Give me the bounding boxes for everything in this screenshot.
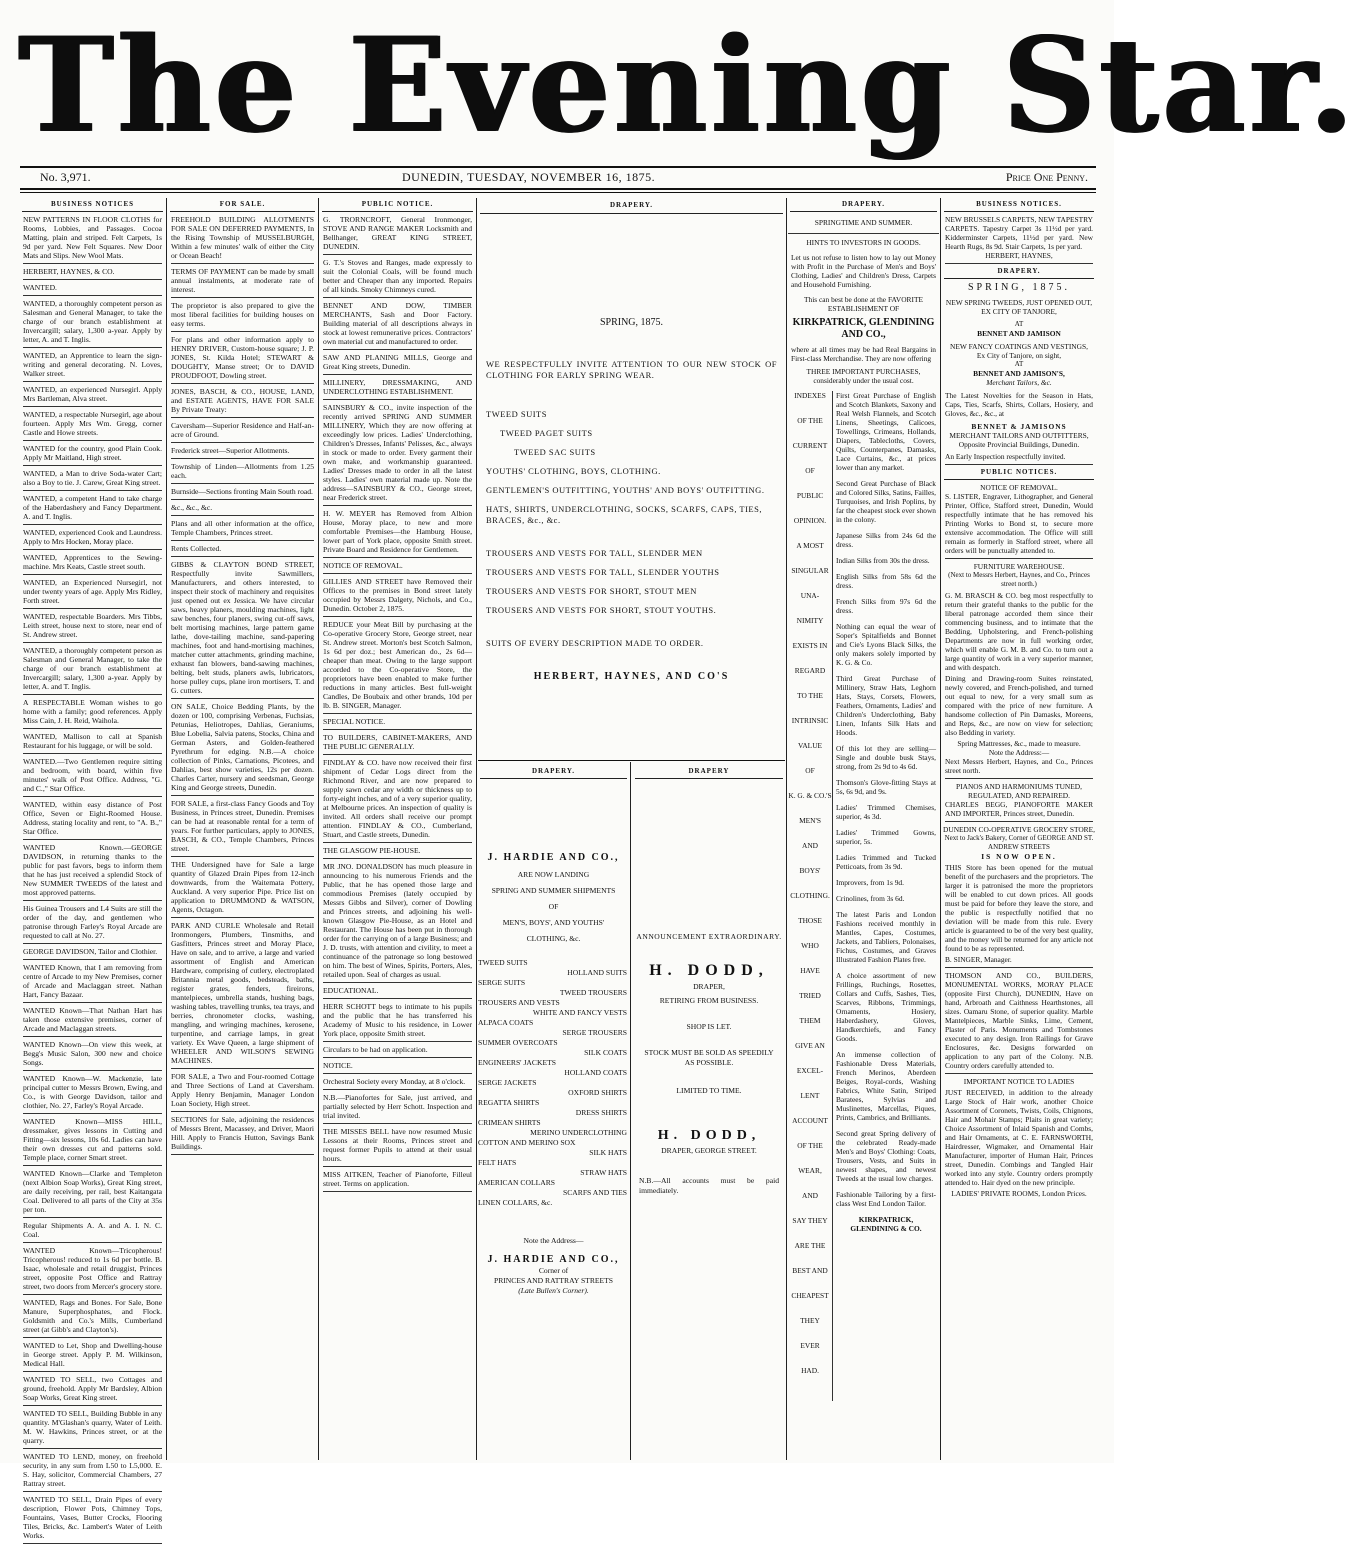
notice-ad: WANTED to Let, Shop and Dwelling-house in George street. Apply P. M. Wilkinson, Medical Hall. [23, 1341, 162, 1372]
kg-side-word: INDEXES [794, 391, 826, 400]
kg-firm: KIRKPATRICK, GLENDINING AND CO., [792, 317, 935, 340]
hardie-item-row [478, 1098, 629, 1118]
furniture-sub: (Next to Messrs Herbert, Haynes, and Co., Princes street north.) [948, 571, 1090, 588]
drapery-list-item: TROUSERS AND VESTS FOR TALL, SLENDER YOUTHS [486, 567, 720, 577]
public-notice-ad: SAINSBURY & CO., invite inspection of the recently arrived SPRING AND SUMMER MILLINERY, Which they are now offering at exceedingly low prices. Ladies' Underclothing, Children's Dresses, Infants' Pelisses, &c., always in stock or made to order. Every garment their own make, and workmanship guaranteed. Ladies' Dresses made to order in all the latest styles. Ladies' own material made up. Note the address—SAINSBURY & CO., George street, near Frederick street. [323, 403, 472, 506]
drapery-list-item: TROUSERS AND VESTS FOR TALL, SLENDER MEN [486, 548, 703, 558]
hardie-item: MERINO UNDERCLOTHING [530, 1128, 627, 1137]
dodd-shop: SHOP IS LET. [686, 1022, 732, 1031]
ladies-rooms: LADIES' PRIVATE ROOMS, London Prices. [951, 1189, 1087, 1198]
notice-ad: WANTED, a thoroughly competent person as Salesman and General Manager, to take the charge of our branch establishment at Invercargill; salary, 1,300 a-year. Apply by letter, A. and T. Inglis. [23, 299, 162, 348]
kg-paragraph: Ladies Trimmed and Tucked Petticoats, from 3s 9d. [836, 853, 936, 871]
notice-ad: NEW PATTERNS IN FLOOR CLOTHS for Rooms, Lobbies, and Passages. Cocoa Matting, plain and striped. Felt Carpets, 1s 9d per yard. New Felt Squares. New Door Mats and Slips. New Wool Mats. [23, 215, 162, 264]
notice-ad: WANTED, an Apprentice to learn the sign-writing and general decorating. N. Loves, Walker street. [23, 351, 162, 382]
hardie-item: TROUSERS AND VESTS [478, 998, 560, 1007]
lister-ad: S. LISTER, Engraver, Lithographer, and General Printer, Office, Stafford street, Dunedin, Would respectfully intimate that he has removed his Printing Works to Bond st, to secure more extensive accommodation. The Office will still remain as formerly in Stafford street, where all orders will be punctually attended to. [945, 492, 1093, 559]
kg-side-word: THEM [799, 1016, 821, 1025]
drapery-hardie [478, 764, 629, 1460]
bj-tweeds: NEW SPRING TWEEDS, JUST OPENED OUT, EX CITY OF TANJORE, [945, 298, 1093, 316]
bj-name-3: BENNET & JAMISONS [971, 422, 1067, 431]
kg-side-word: ACCOUNT [792, 1116, 828, 1125]
hardie-item-row [478, 1158, 629, 1178]
hardie-item: SERGE SUITS [478, 978, 526, 987]
hardie-item: SILK HATS [589, 1148, 627, 1157]
hardie-line: ARE NOW LANDING [517, 870, 590, 879]
column-business-notices-2 [942, 198, 1096, 1460]
hardie-line: SPRING AND SUMMER SHIPMENTS [491, 886, 616, 895]
public-notice-ad: SAW AND PLANING MILLS, George and Great King streets, Dunedin. [323, 353, 472, 375]
hardie-item: DRESS SHIRTS [575, 1108, 627, 1117]
kg-intro: Let us not refuse to listen how to lay out Money with Profit in the Purchase of Men's and Boys' Clothing, Ladies' and Children's Dress, Carpets and Household Furnishing. [791, 253, 936, 289]
section-header: DRAPERY [635, 766, 783, 779]
kg-side-word: AND [801, 1191, 818, 1200]
public-notice-ad: MR JNO. DONALDSON has much pleasure in announcing to his numerous Friends and the Public, that he has opened those large and commodious Premises (lately occupied by Messrs Gibbs and Silver), corner of Dowling and Princes streets, and adjoining his well-known Glasgow Pie-House, as an Hotel and Restaurant. The House has been put in thorough order for the carrying on of a large Business; and J. D. trusts, with attention and civility, to meet a continuance of the patronage so long bestowed on him. The best of Wines, Spirits, Porters, Ales, retailed upon. Seal of charges as usual. [323, 862, 472, 983]
kg-side-word: SINGULAR [791, 566, 829, 575]
kg-hints: HINTS TO INVESTORS IN GOODS. [788, 233, 939, 247]
dodd-stock: STOCK MUST BE SOLD AS SPEEDILY AS POSSIBLE. [644, 1048, 774, 1067]
kg-side-word: LENT [800, 1091, 820, 1100]
hardie-item: HOLLAND SUITS [567, 968, 627, 977]
kg-side-word: BEST AND [792, 1266, 828, 1275]
column-rule [318, 198, 319, 1460]
kg-paragraph: An immense collection of Fashionable Dress Materials, French Merinos, Aberdeen Beiges, Royal-cords, Washing Fabrics, White Satin, Striped Baratees, Sylvias and Muslinettes, Marcellas, Piques, Prints, Cambrics, and Brilliants. [836, 1050, 936, 1122]
kg-side-word: A MOST [796, 541, 824, 550]
hardie-item-row [478, 1198, 629, 1218]
kg-side-word: NIMITY [796, 616, 824, 625]
notice-ad: WANTED, Rags and Bones. For Sale, Bone Manure, Superphosphates, and Flock. Goldsmith and Co.'s Mills, Cumberland street (at Gibb's and Clayton's). [23, 1298, 162, 1338]
kg-side-word: HAVE [800, 966, 820, 975]
kg-side-word: EXCEL- [796, 1066, 824, 1075]
notice-ad: WANTED TO SELL, Building Bubble in any quantity. M'Glashan's quarry, Water of Leith. M. W. Hawkins, Princes street, or at the quarry. [23, 1409, 162, 1449]
coop-sign: B. SINGER, Manager. [945, 955, 1093, 968]
furniture-title: FURNITURE WAREHOUSE. [973, 562, 1065, 571]
notice-ad: WANTED, experienced Cook and Laundress. Apply to Mrs Hocken, Moray place. [23, 528, 162, 550]
hardie-item-row [478, 1018, 629, 1038]
notice-ad: His Guinea Trousers and L4 Suits are still the order of the day, and gentlemen who patronise through Farley's Royal Arcade are requested to call at No. 27. [23, 904, 162, 944]
dodd-limited: LIMITED TO TIME. [676, 1086, 742, 1095]
bj-merchant: Merchant Tailors, &c. [986, 378, 1052, 387]
hardie-item-row [478, 1118, 629, 1138]
note-address: Note the Address:— [988, 748, 1050, 757]
notice-ad: A RESPECTABLE Woman wishes to go home with a family; good references. Apply Miss Cain, J. H. Reid, Waihola. [23, 698, 162, 729]
dodd-nb: N.B.—All accounts must be paid immediately. [639, 1176, 779, 1195]
notice-ad: WANTED, respectable Boarders. Mrs Tibbs, Leith street, house next to store, near end of St. Andrew street. [23, 612, 162, 643]
section-header: BUSINESS NOTICES. [944, 200, 1094, 212]
kg-side-word: INTRINSIC [791, 716, 829, 725]
kg-side-word: K. G. & CO.'S [788, 791, 832, 800]
kg-three: THREE IMPORTANT PURCHASES, considerably under the usual cost. [806, 367, 921, 385]
bj-name: BENNET AND JAMISON [977, 329, 1061, 338]
hardie-item: SERGE JACKETS [478, 1078, 537, 1087]
kg-side-word: SAY THEY [792, 1216, 828, 1225]
drapery-list-item: SUITS OF EVERY DESCRIPTION MADE TO ORDER. [486, 638, 704, 648]
hardie-line: OF [548, 902, 559, 911]
kg-side-word: AND [801, 841, 818, 850]
column-rule [786, 198, 787, 1460]
notice-ad: WANTED TO SELL, two Cottages and ground, freehold. Apply Mr Bardsley, Albion Soap Works, Great King street. [23, 1375, 162, 1406]
hardie-item-row [478, 1078, 629, 1098]
dodd-announce: ANNOUNCEMENT EXTRAORDINARY. [636, 932, 782, 941]
kg-paragraph: Ladies' Trimmed Chemises, superior, 4s 3d. [836, 803, 936, 821]
public-notice-ad: MISS AITKEN, Teacher of Pianoforte, Filleul street. Terms on application. [323, 1170, 472, 1192]
bj-novelties: The Latest Novelties for the Season in Hats, Caps, Ties, Scarfs, Shirts, Collars, Hosiery, and Gloves, &c., &c., at [945, 391, 1093, 418]
hardie-item: ALPACA COATS [478, 1018, 534, 1027]
kg-side-word: UNA- [800, 591, 820, 600]
kg-side-word: REGARD [794, 666, 826, 675]
notice-ad: WANTED Known.—GEORGE DAVIDSON, in returning thanks to the public for past favors, begs to inform them that he has just received a splendid Stock of New SUMMER TWEEDS of the latest and most approved patterns. [23, 843, 162, 901]
hardie-firm: J. HARDIE AND CO., [487, 852, 620, 863]
notice-ad: WANTED for the country, good Plain Cook. Apply Mr Maitland, High street. [23, 444, 162, 466]
kg-paragraph: Fashionable Tailoring by a first-class West End London Tailor. [836, 1190, 936, 1208]
drapery-intro: WE RESPECTFULLY INVITE ATTENTION TO OUR NEW STOCK OF CLOTHING FOR EARLY SPRING WEAR. [486, 359, 777, 380]
hardie-item: FELT HATS [478, 1158, 517, 1167]
ladies-text: JUST RECEIVED, in addition to the already Large Stock of Hair work, another Choice Assortment of Coronets, Twists, Coils, Chignons, Hair and Mohair Stamps; Plaits in great variety; Choice Assortment of Inlaid Spanish and Combs, and Hair Ornaments, at C. E. FARNSWORTH, Hairdresser, Wigmaker, and Ornamental Hair Manufacturer, importer of Human Hair, Princes street, Dunedin. Combings and Tangled Hair worked into any style. Country orders promptly attended to. Hair dyed on the new principle. [945, 1088, 1093, 1187]
public-notice-ad: MILLINERY, DRESSMAKING, AND UNDERCLOTHING ESTABLISHMENT. [323, 378, 472, 400]
section-header: DRAPERY. [944, 267, 1094, 279]
dateline [20, 170, 1094, 184]
column-for-sale [168, 198, 317, 1460]
hardie-item: STRAW HATS [580, 1168, 627, 1177]
kg-where: where at all times may be had Real Bargains in First-class Merchandise. They are now offering [791, 345, 936, 363]
kg-side-word: CURRENT [792, 441, 828, 450]
kg-side-word: TO THE [797, 691, 823, 700]
bj-name-2: BENNET AND JAMISON'S, [973, 369, 1065, 378]
carpets-ad [945, 215, 1093, 264]
kg-paragraph: Ladies' Trimmed Gowns, superior, 5s. [836, 828, 936, 846]
notice-ad: HERBERT, HAYNES, & CO. [23, 267, 162, 280]
hardie-corner: Corner of [538, 1266, 569, 1275]
section-header: DRAPERY. [790, 200, 937, 212]
hardie-item: WHITE AND FANCY VESTS [532, 1008, 627, 1017]
drapery-list-item: TWEED PAGET SUITS [500, 428, 593, 438]
sale-ad: The proprietor is also prepared to give the most liberal facilities for building houses on easy terms. [171, 301, 314, 332]
hardie-item-row [478, 1178, 629, 1198]
kg-side-word: THEY [800, 1316, 820, 1325]
drapery-signature: HERBERT, HAYNES, AND CO'S [533, 671, 730, 682]
kg-side-word: OF THE [797, 416, 823, 425]
kg-paragraph: Third Great Purchase of Millinery, Straw Hats, Leghorn Hats, Stays, Corsets, Flowers, Feathers, Ornaments, Ladies' and Children's Underclothing, Baby Linen, Infants Silk Hats and Hoods. [836, 674, 936, 737]
dining-text: Dining and Drawing-room Suites reinstated, newly covered, and French-polished, and turned out equal to new, for a very small sum as compared with the price of new furniture. A handsome collection of Pin Damasks, Moreens, and Reps, &c., are now on view for selection; also Bedding in variety. [945, 674, 1093, 737]
kg-side-word: MEN'S [799, 816, 821, 825]
thomson-ad: THOMSON AND CO., BUILDERS, MONUMENTAL WORKS, MORAY PLACE (opposite First Church), DUNEDIN, Have on hand, Arbroath and Caithness Hearthstones, all sizes. Oamaru Stone, of superior quality. Marble Mantelpieces, Marble Sinks, Lime, Cement, Plaster of Paris. Monuments and Tombstones executed to any design. Iron Railings for Grave Enclosures, &c. Designs forwarded on application to any part of the Colony. N.B. Country orders carefully attended to. [945, 971, 1093, 1074]
kg-side-word: BOYS' [799, 866, 821, 875]
hardie-line: CLOTHING, &c. [526, 934, 581, 943]
column-kirkpatrick [788, 198, 939, 1460]
dodd-firm: H. DODD, [649, 962, 769, 979]
hardie-line: MEN'S, BOYS', AND YOUTHS' [502, 918, 605, 927]
section-header: DRAPERY. [480, 766, 627, 779]
hardie-item: OXFORD SHIRTS [568, 1088, 627, 1097]
notice-ad: WANTED Known—W. Mackenzie, late principal cutter to Messrs Brown, Ewing, and Co., is with George Davidson, tailor and clothier, No. 27, Farley's Royal Arcade. [23, 1074, 162, 1114]
kg-paragraph: Indian Silks from 30s the dress. [836, 556, 930, 565]
dodd-street: DRAPER, GEORGE STREET. [661, 1146, 757, 1155]
notice-ad: WANTED Known—Tricopherous! Tricopherous! reduced to 1s 6d per bottle. B. Isaac, wholesale and retail druggist, Princes street, opposite Post Office and Rattray street, two doors from Mercer's grocery store. [23, 1246, 162, 1295]
hardie-address-note: Note the Address— [523, 1236, 584, 1245]
brasch-text: G. M. BRASCH & CO. beg most respectfully to return their grateful thanks to the public for the liberal patronage accorded them since their commencing business, and to intimate that the Bedding, Upholstering, and French-polishing Departments are now in full working order, which will enable G. M. B. and Co. to turn out a large quantity of work in a very superior manner, and with despatch. [945, 591, 1093, 672]
public-notice-ad: SPECIAL NOTICE. [323, 717, 472, 730]
carpets-sign: HERBERT, HAYNES, [985, 251, 1053, 260]
kg-side-word: GIVE AN [795, 1041, 825, 1050]
notice-ad: WANTED TO SELL, Drain Pipes of every description, Flower Pots, Chimney Tops, Fountains, Vases, Butter Crocks, Flooring Tiles, Bricks, &c. Lambert's Water of Leith Works. [23, 1495, 162, 1544]
hardie-streets: PRINCES AND RATTRAY STREETS [493, 1276, 614, 1285]
notice-ad: WANTED, a respectable Nursegirl, age about fourteen. Apply Mrs Wm. Gregg, corner Castle and Howe streets. [23, 410, 162, 441]
hardie-item-row [478, 1038, 629, 1058]
section-header: PUBLIC NOTICE. [322, 200, 473, 212]
sale-ad: Caversham—Superior Residence and Half-an-acre of Ground. [171, 421, 314, 443]
carpets-text: NEW BRUSSELS CARPETS, NEW TAPESTRY CARPETS. Tapestry Carpet 3s 11½d per yard. Kidderminster Carpets, 11½d per yard. New Hearth Rugs, 8s 9d. Stair Carpets, 1s per yard. [945, 215, 1093, 251]
bj-coatings: NEW FANCY COATINGS AND VESTINGS, [950, 342, 1088, 351]
sale-ad: &c., &c., &c. [171, 503, 314, 516]
bj-opp: Opposite Provincial Buildings, Dunedin. [958, 440, 1080, 449]
kg-side-word: OF [805, 466, 815, 475]
kg-side-word: OF THE [797, 1141, 823, 1150]
hardie-item: ENGINEERS' JACKETS [478, 1058, 556, 1067]
hardie-item: HOLLAND COATS [564, 1068, 627, 1077]
kg-best: This can best be done at the FAVORITE ESTABLISHMENT OF [804, 295, 923, 313]
masthead [18, 6, 1357, 166]
drapery-list-item: GENTLEMEN'S OUTFITTING, YOUTHS' AND BOYS' OUTFITTING. [486, 485, 765, 495]
kg-side-word: ARE THE [794, 1241, 826, 1250]
issue-number: No. 3,971. [40, 170, 91, 184]
kg-paragraph: Nothing can equal the wear of Soper's Spitalfields and Bonnet and Cie's Lyons Black Silks, the only makers solely imported by K. G. & Co. [836, 622, 936, 667]
dateline-rule-top [20, 188, 1096, 190]
public-notice-ad: BENNET AND DOW, TIMBER MERCHANTS, Sash and Door Factory. Building material of all descriptions always in stock at lowest remunerative prices. Contractors' own material cut and manufactured to order. [323, 301, 472, 350]
public-notice-ad: G. TRORNCROFT, General Ironmonger, STOVE AND RANGE MAKER Locksmith and Bellhanger, GREAT KING STREET, DUNEDIN. [323, 215, 472, 255]
sale-ad: THE Undersigned have for Sale a large quantity of Glazed Drain Pipes from 12-inch downwards, from the Waitemata Pottery, Auckland. A very superior Pipe. Price list on application to DRUMMOND & WATSON, Agents, Octagon. [171, 860, 314, 918]
kg-paragraph: Second Great Purchase of Black and Colored Silks, Satins, Failles, Turquoises, and Irish Poplins, by far the cheapest stock ever shown in the colony. [836, 479, 936, 524]
sale-ad: JONES, BASCH, & CO., HOUSE, LAND, and ESTATE AGENTS, HAVE FOR SALE By Private Treaty: [171, 387, 314, 418]
public-notice-ad: GILLIES AND STREET have Removed their Offices to the premises in Bond street lately occupied by Messrs Dalgety, Nichols, and Co., Dunedin. October 2, 1875. [323, 577, 472, 617]
kg-side-word: WEAR, [798, 1166, 822, 1175]
kg-side-word: WHO [801, 941, 819, 950]
public-notice-ad: TO BUILDERS, CABINET-MAKERS, AND THE PUBLIC GENERALLY. [323, 733, 472, 755]
kg-side-word: THOSE [798, 916, 822, 925]
drapery-list-item: YOUTHS' CLOTHING, BOYS, CLOTHING. [486, 466, 661, 476]
public-notice-ad: H. W. MEYER has Removed from Albion House, Moray place, to new and more comfortable Premises—the Hamburg House, lower part of York place, opposite Smith street. Private Board and Residence for Gentlemen. [323, 509, 472, 558]
notice-ad: WANTED, a competent Hand to take charge of the Haberdashery and Fancy Department. A. and T. Inglis. [23, 494, 162, 525]
column-rule [940, 198, 941, 1460]
notice-ad: WANTED, an experienced Nursegirl. Apply Mrs Bartleman, Alva street. [23, 385, 162, 407]
drapery-list-item: HATS, SHIRTS, UNDERCLOTHING, SOCKS, SCARFS, CAPS, TIES, BRACES, &c., &c. [486, 504, 762, 525]
kg-paragraph: Crinolines, from 3s 6d. [836, 894, 905, 903]
kg-side-word: CLOTHING. [790, 891, 830, 900]
sale-ad: FOR SALE, a Two and Four-roomed Cottage and Three Sections of Land at Caversham. Apply Henry Benjamin, Manager London Loan Society, High street. [171, 1072, 314, 1112]
kg-side-word: PUBLIC [796, 491, 824, 500]
hardie-item-row [478, 1138, 629, 1158]
public-notice-ad: HERR SCHOTT begs to intimate to his pupils and the public that he has transferred his Academy of Music to his residence, in Lower York place, opposite Smith street. [323, 1002, 472, 1042]
public-notice-ad: THE MISSES BELL have now resumed Music Lessons at their Rooms, Princes street and request former Pupils to attend at their usual hours. [323, 1127, 472, 1167]
bj-mto: MERCHANT TAILORS AND OUTFITTERS, [949, 431, 1089, 440]
coop-open: IS NOW OPEN. [981, 852, 1057, 861]
kg-sign: KIRKPATRICK, GLENDINING & CO. [850, 1215, 922, 1233]
kg-side-word: EVER [800, 1341, 820, 1350]
public-notice-ad: G. T.'s Stoves and Ranges, made expressly to suit the Colonial Coals, will be found much better and Cheaper than any imported. Repairs of all kinds. Smoky Chimneys cured. [323, 258, 472, 298]
column-business-notices [20, 198, 165, 1540]
coop-text: THIS Store has been opened for the mutual benefit of the purchasers and the proprietors. The larger it is patronised the more the proprietors will be enabled to cut down prices. All goods must be paid for before they leave the store, and the public is respectfully notified that no deviation will be made from this rule. Every article is guaranteed to be of the very best quality, and the money will be returned for any article not found to be as represented. [945, 863, 1093, 953]
kg-side-word: CHEAPEST [791, 1291, 829, 1300]
kg-paragraph: Improvers, from 1s 9d. [836, 878, 904, 887]
drapery-list-item: TWEED SUITS [486, 409, 547, 419]
sale-ad: Frederick street—Superior Allotments. [171, 446, 314, 459]
public-notice-ad: REDUCE your Meat Bill by purchasing at the Co-operative Grocery Store, George street, near St. Andrew street. Morton's best Scotch Salmon, 1s 6d per doz.; best American do., 2s 6d—cheaper than meat. Owing to the large support accorded to the Co-operative Store, the proprietors have been enabled to make further reductions in many articles. Best full-weight Candles, De Boubaix and other brands, 10d per lb. B. SINGER, Manager. [323, 620, 472, 714]
removal-title: NOTICE OF REMOVAL. [980, 483, 1058, 492]
dodd-draper: DRAPER, [693, 982, 725, 991]
drapery-divider [478, 760, 785, 761]
kg-side-word: VALUE [797, 741, 823, 750]
bj-early: An Early Inspection respectfully invited. [945, 452, 1093, 465]
public-notice-ad: N.B.—Pianofortes for Sale, just arrived, and partially selected by Herr Schott. Inspection and trial invited. [323, 1093, 472, 1124]
place-date: DUNEDIN, TUESDAY, NOVEMBER 16, 1875. [402, 170, 656, 184]
drapery-list-item: TROUSERS AND VESTS FOR SHORT, STOUT YOUTHS. [486, 605, 717, 615]
sale-ad: Plans and all other information at the office, Temple Chambers, Princes street. [171, 519, 314, 541]
hardie-item: REGATTA SHIRTS [478, 1098, 540, 1107]
drapery-list-item: TWEED SAC SUITS [514, 447, 596, 457]
spring-title: SPRING, 1875. [599, 317, 664, 328]
column-rule [166, 198, 167, 1460]
notice-ad: WANTED, Apprentices to the Sewing-machine. Mrs Keats, Castle street south. [23, 553, 162, 575]
kg-paragraph: English Silks from 58s 6d the dress. [836, 572, 936, 590]
public-notice-ad: Orchestral Society every Monday, at 8 o'clock. [323, 1077, 472, 1090]
kg-side-word: HAD. [801, 1366, 819, 1375]
hardie-item: CRIMEAN SHIRTS [478, 1118, 541, 1127]
drapery-main [478, 198, 785, 758]
kg-paragraph: The latest Paris and London Fashions received monthly in Mantles, Capes, Costumes, Jackets, and Tabliers, Polonaises, Fichus, Costumes, and Graves Illustrated Fashion Plates free. [836, 910, 936, 964]
kg-paragraph: Second great Spring delivery of the celebrated Ready-made Men's and Boys' Clothing: Coats, Trousers, Vests, and Suits in newest shapes, and newest Tweeds at the usual low charges. [836, 1129, 936, 1183]
public-notice-ad: FINDLAY & CO. have now received their first shipment of Cedar Logs direct from the Richmond River, and are now prepared to supply sawn cedar any width or thickness up to forty-eight inches, and of a very superior quality, at Melbourne prices. An inspection of quality is invited. All orders shall receive our prompt attention. FINDLAY & CO., Cumberland, Stuart, and Castle streets, Dunedin. [323, 758, 472, 843]
sale-ad: FREEHOLD BUILDING ALLOTMENTS FOR SALE ON DEFERRED PAYMENTS, In the Rising Township of MUSSELBURGH, Within a few minutes' walk of either the City or Ocean Beach! [171, 215, 314, 264]
notice-ad: WANTED, an Experienced Nursegirl, not under twenty years of age. Apply Mrs Ridley, Forth street. [23, 578, 162, 609]
hardie-item: AMERICAN COLLARS [478, 1178, 555, 1187]
sale-ad: Rents Collected. [171, 544, 314, 557]
public-notice-ad: EDUCATIONAL. [323, 986, 472, 999]
section-header: FOR SALE. [170, 200, 315, 212]
notice-ad: WANTED, a Man to drive Soda-water Cart; also a Boy to tie. J. Carew, Great King street. [23, 469, 162, 491]
hardie-item: SUMMER OVERCOATS [478, 1038, 558, 1047]
sale-ad: Burnside—Sections fronting Main South road. [171, 487, 314, 500]
bj-at-2: AT [1014, 360, 1024, 368]
kg-paragraph: A choice assortment of new Frillings, Ruchings, Rosettes, Collars and Cuffs, Sashes, Ties, Scarves, Ribbons, Trimmings, Ornaments, Hosiery, Haberdashery, Gloves, Handkerchiefs, and Fancy Goods. [836, 971, 936, 1043]
notice-ad: Regular Shipments A. A. and A. I. N. C. Coal. [23, 1221, 162, 1243]
drapery-dodd [633, 764, 785, 1460]
notice-ad: WANTED, Mallison to call at Spanish Restaurant for his luggage, or will be sold. [23, 732, 162, 754]
kg-title: SPRINGTIME AND SUMMER. [814, 218, 913, 227]
notice-ad: WANTED Known—On view this week, at Begg's Music Salon, 300 new and choice Songs. [23, 1040, 162, 1071]
begg-ad: CHARLES BEGG, PIANOFORTE MAKER AND IMPORTER, Princes street, Dunedin. [945, 800, 1093, 822]
column-rule [476, 198, 477, 1460]
sale-ad: ON SALE, Choice Bedding Plants, by the dozen or 100, comprising Verbenas, Fuchsias, Petunias, Heliotropes, Dahlias, Geraniums, Blue Lobelia, Salvia patens, Stocks, China and German Asters, and Golden-feathered Pyrethrum for edging. N.B.—A choice collection of Pinks, Carnations, Picotees, and Dahlias, best show varieties, 12s per dozen. Charles Carter, nursery and seedsman, George King and George streets, Dunedin. [171, 702, 314, 796]
dateline-rule-bottom [20, 192, 1096, 193]
notice-ad: WANTED. [23, 283, 162, 296]
kg-side-word: TRIED [799, 991, 821, 1000]
notice-ad: WANTED TO LEND, money, on freehold security, in any sum from L50 to L5,000. E. S. Hay, solicitor, Commercial Chambers, 27 Rattray street. [23, 1452, 162, 1492]
kg-side-word: OPINION. [793, 516, 827, 525]
public-notice-ad: Circulars to be had on application. [323, 1045, 472, 1058]
hardie-item: TWEED TROUSERS [559, 988, 627, 997]
drapery-list-item: TROUSERS AND VESTS FOR SHORT, STOUT MEN [486, 586, 697, 596]
hardie-item: COTTON AND MERINO SOX [478, 1138, 576, 1147]
notice-ad: GEORGE DAVIDSON, Tailor and Clothier. [23, 947, 162, 960]
section-header: DRAPERY. [480, 200, 783, 214]
hardie-item-row [478, 978, 629, 998]
spring-mattresses: Spring Mattresses, &c., made to measure. [957, 739, 1081, 748]
sale-ad: TERMS OF PAYMENT can be made by small annual instalments, at moderate rate of interest. [171, 267, 314, 298]
kg-paragraph: Japanese Silks from 24s 6d the dress. [836, 531, 936, 549]
sale-ad: Township of Linden—Allotments from 1.25 each. [171, 462, 314, 484]
kg-side-word: OF [805, 766, 815, 775]
column-rule [630, 762, 631, 1460]
pianos-title: PIANOS AND HARMONIUMS TUNED, REGULATED, AND REPAIRED. [956, 782, 1082, 800]
notice-ad: WANTED, a thoroughly competent person as Salesman and General Manager, to take the charge of our branch establishment at Invercargill; salary, 1,300 a-year. Apply by letter, A. and T. Inglis. [23, 646, 162, 695]
hardie-item: SERGE TROUSERS [562, 1028, 627, 1037]
notice-ad: WANTED Known, that I am removing from centre of Arcade to my New Premises, corner of Arcade and Maclaggan street. Nathan Hart, Fancy Bazaar. [23, 963, 162, 1003]
notice-ad: WANTED, within easy distance of Post Office, Seven or Eight-Roomed House. Address, stating locality and rent, to "A. B.," Star Office. [23, 800, 162, 840]
kg-side-word: EXISTS IN [792, 641, 828, 650]
public-notice-ad: THE GLASGOW PIE-HOUSE. [323, 846, 472, 859]
bj-at: AT [1014, 320, 1024, 328]
section-header: PUBLIC NOTICES. [944, 468, 1094, 480]
hardie-item: TWEED SUITS [478, 958, 528, 967]
notice-ad: WANTED Known—MISS HILL, dressmaker, gives lessons in Cutting and Fitting—six lessons, 10s 6d. Ladies can have their own dresses cut and patterns sold. Temple place, corner Smart street. [23, 1117, 162, 1166]
price: Price One Penny. [1005, 170, 1088, 184]
sale-ad: PARK AND CURLE Wholesale and Retail Ironmongers, Plumbers, Tinsmiths, and Gasfitters, Princes street and Moray Place, Have on sale, and to arrive, a large and varied assortment of English and American Hardware, comprising of cutlery, electroplated Britannia metal goods, bedsteads, baths, register grates, fenders, fireirons, mantelpieces, umbrella stands, hushing bags, washing tables, travelling trunks, tea trays, and berries, chronometer clocks, washing, mangling, and wringing machines, kerosene, turpentine, and carriage lamps, in great variety. Ex Wave Queen, a large shipment of WHEELER AND WILSON'S SEWING MACHINES. [171, 921, 314, 1069]
kg-paragraph: French Silks from 97s 6d the dress. [836, 597, 936, 615]
kg-paragraph: Thomson's Glove-fitting Stays at 5s, 6s 9d, and 9s. [836, 778, 936, 796]
bj-spring: SPRING, 1875. [967, 282, 1071, 293]
section-header: BUSINESS NOTICES [22, 200, 163, 212]
kg-paragraph: First Great Purchase of English and Scotch Blankets, Saxony and Real Welsh Flannels, and Scotch Linens, Sheetings, Calicoes, Towellings, Crimeans, Hollands, Diapers, Tablecloths, Covers, Quilts, Counterpanes, Damasks, Lace Curtains, &c., at prices lower than any market. [836, 391, 936, 472]
hardie-item: SILK COATS [584, 1048, 627, 1057]
hardie-item-row [478, 998, 629, 1018]
column-public-notice [320, 198, 475, 1460]
notice-ad: WANTED Known—That Nathan Hart has taken those extensive premises, corner of Arcade and Maclaggan streets. [23, 1006, 162, 1037]
next-to: Next Messrs Herbert, Haynes, and Co., Princes street north. [945, 757, 1093, 779]
ladies-header: IMPORTANT NOTICE TO LADIES [963, 1077, 1075, 1086]
coop-sub: Next to Jack's Bakery, Corner of GEORGE AND ST. ANDREW STREETS [944, 834, 1094, 851]
hardie-firm-2: J. HARDIE AND CO., [487, 1254, 620, 1265]
public-notice-ad: NOTICE. [323, 1061, 472, 1074]
hardie-item: LINEN COLLARS, &c. [478, 1198, 553, 1207]
dodd-retiring: RETIRING FROM BUSINESS. [659, 996, 759, 1005]
sale-ad: GIBBS & CLAYTON BOND STREET, Respectfully invite Sawmillers, Manufacturers, and others interested, to inspect their stock of machinery and requisites just opened out ex Jessica. We have circular saws, heavy planers, moulding machines, light saw benches, four planers, swing cut-off saws, belt mortising machines, large pattern game lathe, dove-tailing machine, sand-papering machines, foot and hand-mortising machines, matcher cutter attachments, grinding machine, exhaust fan blowers, band-sawing machines, belting, belt studs, planers awls, lubricators, horse pulley cups, plane iron mortisers, T. and G. cutters. [171, 560, 314, 699]
bj-ex: Ex City of Tanjore, on sight, [976, 351, 1062, 360]
dodd-firm-2: H. DODD, [657, 1128, 761, 1143]
hardie-item: SCARFS AND TIES [562, 1188, 627, 1197]
coop-header: DUNEDIN CO-OPERATIVE GROCERY STORE, [943, 825, 1095, 834]
sale-ad: FOR SALE, a first-class Fancy Goods and Toy Business, in Princes street, Dunedin. Premises can be had at reasonable rental for a term of years. For further particulars, apply to JONES, BASCH, & CO., Temple Chambers, Princes street. [171, 799, 314, 857]
masthead-rule [20, 166, 1096, 168]
hardie-item-row [478, 958, 629, 978]
hardie-late: (Late Bullen's Corner). [518, 1286, 589, 1295]
notice-ad: WANTED Known—Clarke and Templeton (next Albion Soap Works), Great King street, are daily receiving, per rail, best Kaitangata Coal. Delivered to all parts of the City at 35s per ton. [23, 1169, 162, 1218]
kg-paragraph: Of this lot they are selling—Single and double busk Stays, strong, from 2s 9d to 4s 6d. [836, 744, 936, 771]
sale-ad: For plans and other information apply to HENRY DRIVER, Custom-house square; J. P. JONES, St. Kilda Hotel; STEWART & DOUGHTY, Manse street; Or to DAVID PROUDFOOT, Dowling street. [171, 335, 314, 384]
hardie-item-row [478, 1058, 629, 1078]
sale-ad: SECTIONS for Sale, adjoining the residences of Messrs Brent, Macassey, and Driver, Maori Hill. Apply to Francis Hutton, Savings Bank Buildings. [171, 1115, 314, 1155]
masthead-title: The Evening Star. [18, 9, 1357, 163]
public-notice-ad: NOTICE OF REMOVAL. [323, 561, 472, 574]
notice-ad: WANTED.—Two Gentlemen require sitting and bedroom, with board, within five minutes' walk of Post Office. Address, "G. and C.," Star Office. [23, 757, 162, 797]
